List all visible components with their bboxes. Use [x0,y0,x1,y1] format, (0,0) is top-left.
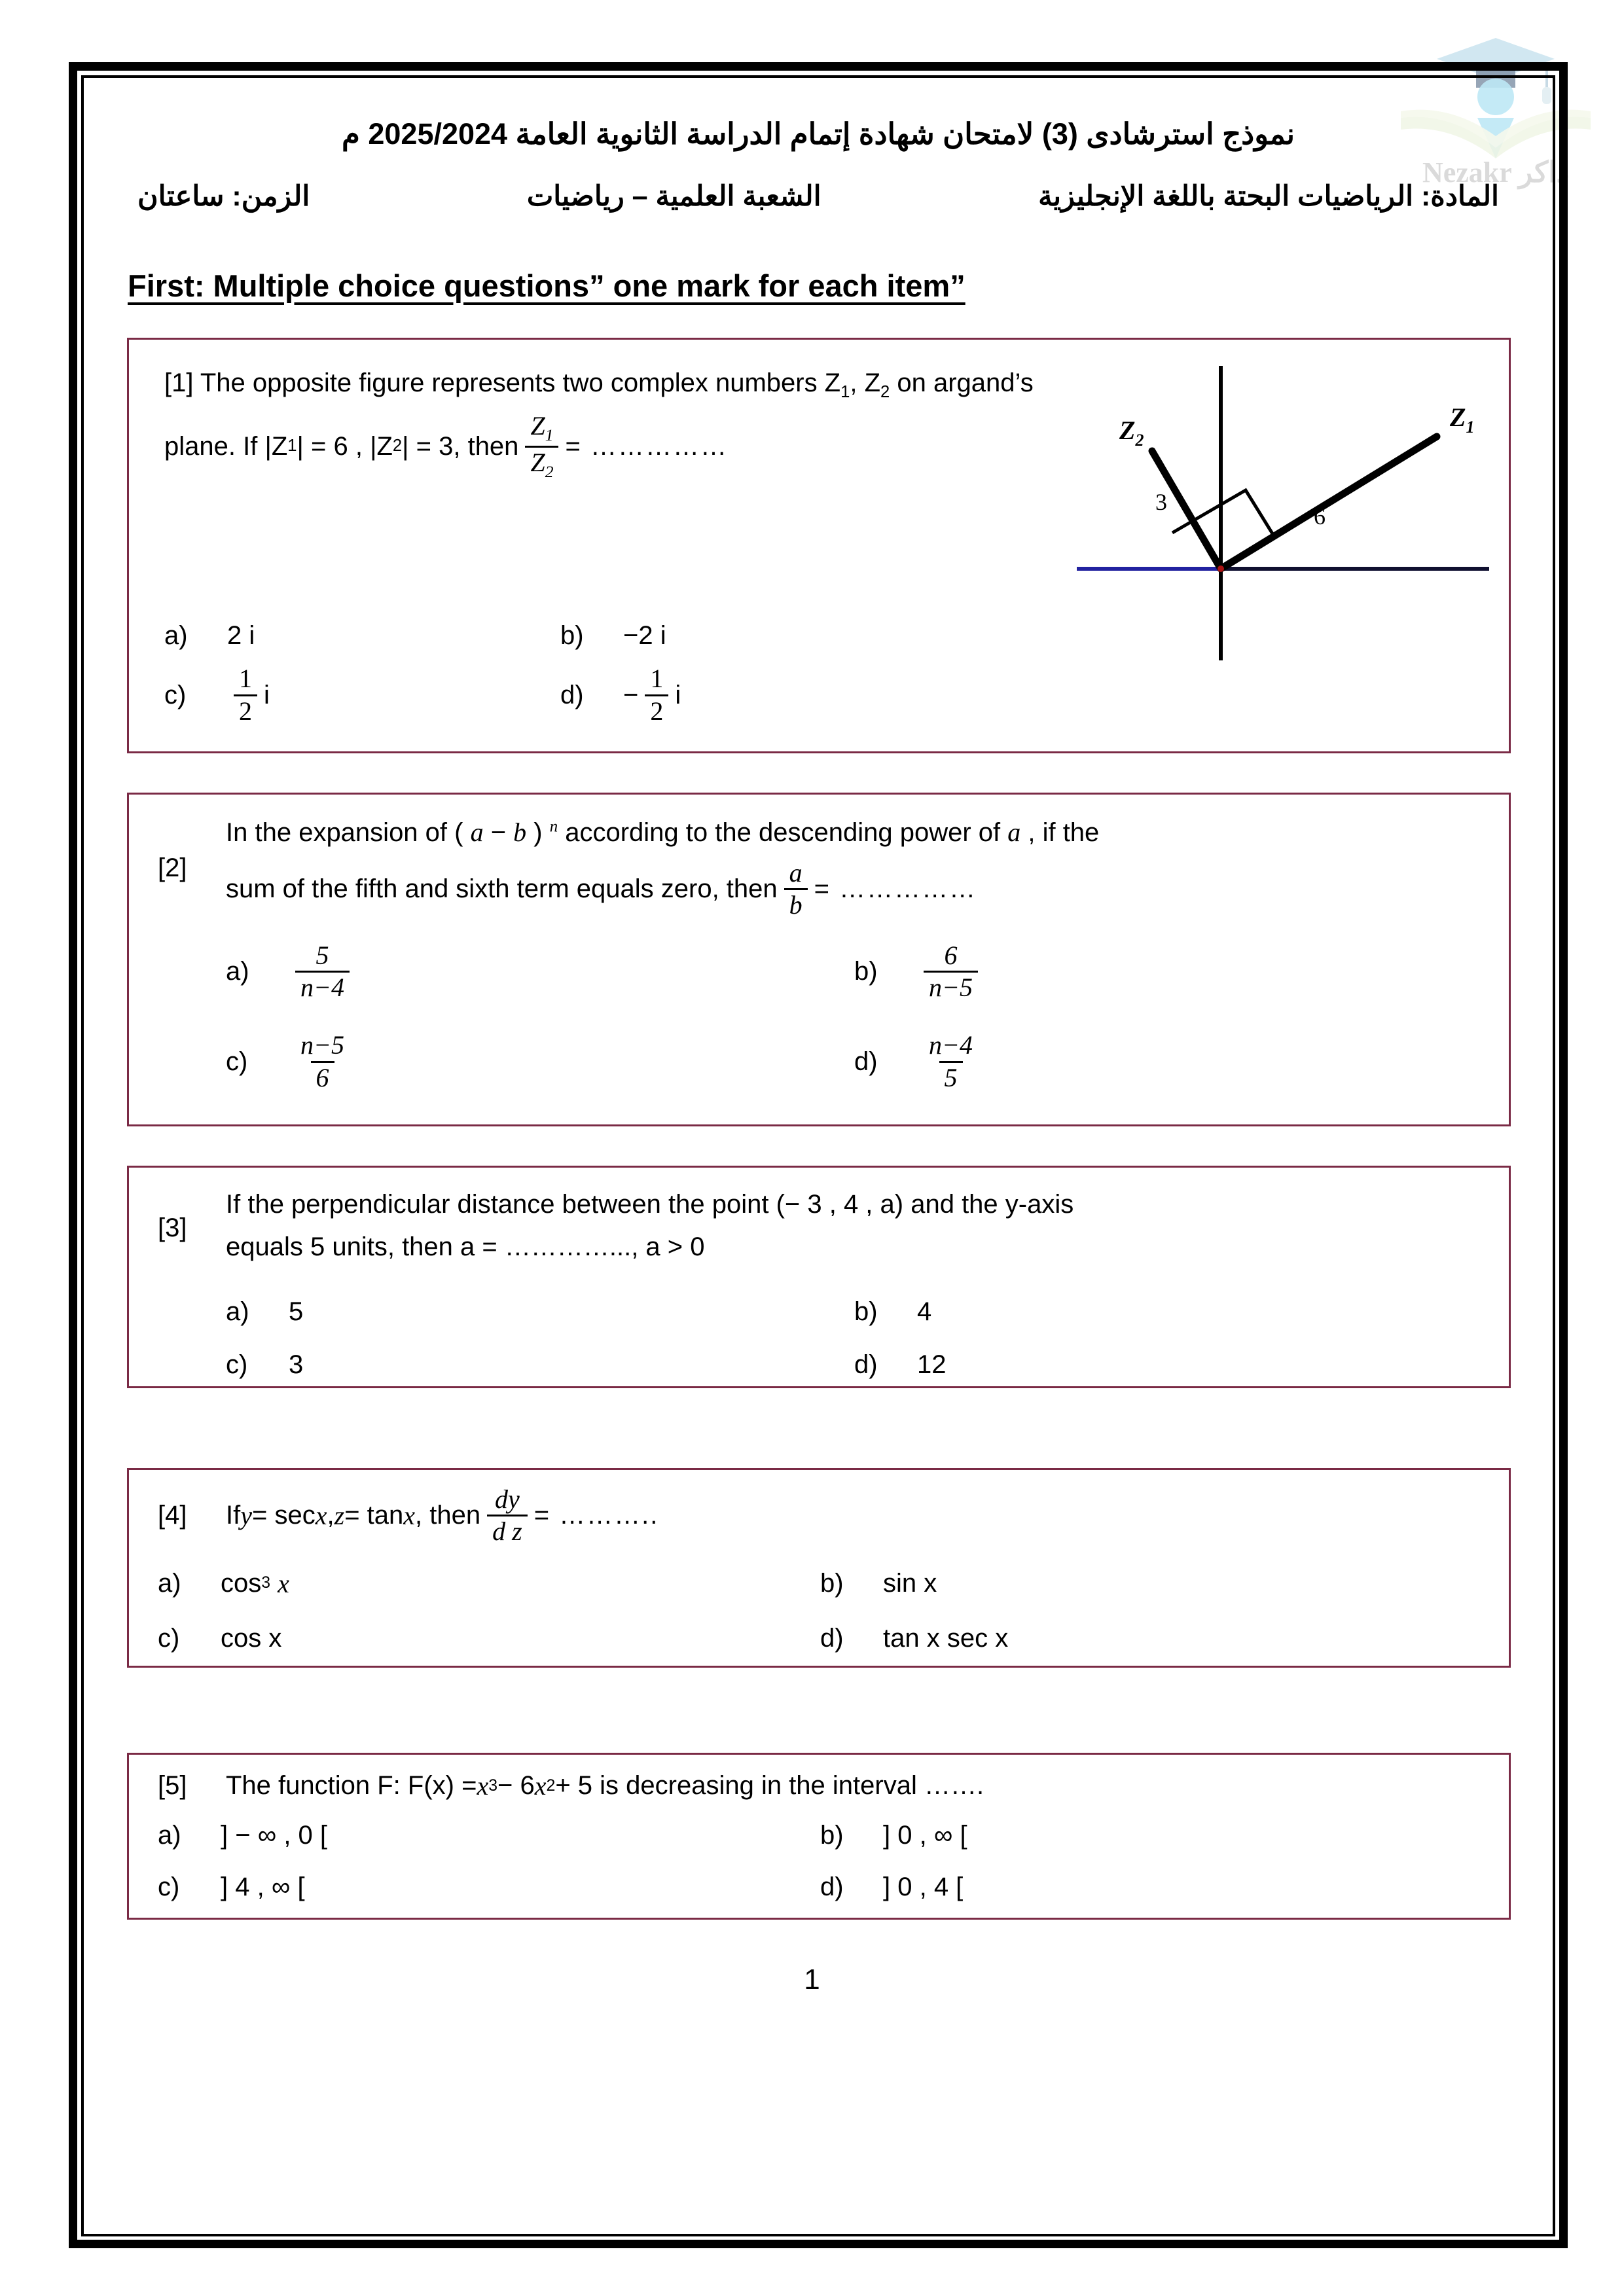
question-1-fraction-z1-over-z2 [525,412,558,480]
question-2-fraction-a-over-b [784,859,808,920]
option-3-c-key: c) [226,1350,248,1379]
question-1-stem2-a: plane. If |Z [164,431,288,461]
question-1-stem-text-c: on argand’s [890,368,1034,397]
option-2-c-fraction [295,1031,350,1092]
option-3-c-value: 3 [289,1350,304,1379]
q4-frac-num: dy [495,1484,520,1514]
option-2-c-num: n−5 [300,1030,344,1060]
option-1-d-suffix: i [675,680,681,709]
figure-label-z2: $Z_2$ [1119,416,1144,450]
q5-stem-b: − 6 [497,1771,535,1800]
q2-stem-d: according to the descending power of [558,818,1008,847]
option-5-d-value: ] 0 , 4 [ [883,1873,964,1901]
question-box-2 [127,793,1511,1126]
watermark-text: Nezakr ذاكر [1422,156,1570,188]
option-4-b-value: sin x [883,1568,937,1598]
figure-length-6: 6 [1314,503,1326,529]
option-4-b-key: b) [820,1568,844,1598]
option-5-c-value: ] 4 , ∞ [ [221,1873,305,1901]
question-box-5 [127,1753,1511,1920]
question-5-number: [5] [158,1771,187,1800]
q4-stem-b: = sec [252,1501,316,1530]
q1-frac-num-sub: 1 [545,425,554,445]
option-4-d[interactable] [820,1624,1483,1653]
option-5-b-value: ] 0 , ∞ [ [883,1821,967,1850]
option-5-b[interactable] [820,1821,1483,1850]
option-1-d-key: d) [560,680,584,709]
page-content [98,92,1538,2219]
q5-exp-2: 2 [546,1776,556,1795]
q5-var-x2: x [534,1771,547,1801]
question-1-stem-line2 [164,412,1051,480]
option-1-b-value: −2 i [623,621,666,651]
option-2-a-key: a) [226,956,249,986]
question-2-stem-line2 [226,859,1483,920]
option-4-d-key: d) [820,1623,844,1653]
option-2-b-den: n−5 [924,971,978,1001]
option-3-a[interactable] [226,1297,854,1327]
option-1-c-num: 1 [239,664,252,694]
question-4-fraction-dy-over-dz [487,1486,528,1546]
option-5-c[interactable] [158,1873,820,1902]
option-2-d[interactable] [854,1031,1483,1092]
option-3-a-value: 5 [289,1297,304,1326]
subject-label: المادة: الرياضيات البحتة باللغة الإنجليزية [1038,181,1499,212]
exam-title-arabic: نموذج استرشادى (3) لامتحان شهادة إتمام الدراسة الثانوية العامة 2025/2024 م [341,117,1295,151]
question-1-stem-text-a: The opposite figure represents two complex numbers Z [200,368,841,397]
option-2-b-fraction [924,942,978,1002]
q4-var-x2: x [403,1501,416,1531]
question-1-stem2-b: | = 6 , |Z [297,431,393,461]
question-box-3 [127,1166,1511,1388]
q4-var-z: z [334,1501,345,1531]
option-3-b-key: b) [854,1297,878,1326]
question-2-answer-blank: = …………… [814,874,977,904]
option-2-b[interactable] [854,942,1483,1002]
q4-stem-e: , then [415,1501,481,1530]
question-1-answer-blank: = …………… [565,431,728,461]
q2-stem-e: , if the [1020,818,1100,847]
option-1-a-value: 2 i [227,621,255,651]
option-4-d-value: tan x sec x [883,1623,1009,1653]
option-4-a-base: cos [221,1568,262,1598]
option-4-c[interactable] [158,1624,820,1653]
option-3-d[interactable] [854,1350,1483,1380]
question-5-options [158,1821,1483,1902]
q4-stem-a: If [226,1501,241,1530]
option-4-c-key: c) [158,1623,180,1653]
option-5-d-key: d) [820,1873,844,1901]
option-2-a-num: 5 [316,940,329,970]
option-5-a-value: ] − ∞ , 0 [ [221,1821,328,1850]
question-1-number: [1] [164,368,194,397]
question-1-stem2-sub2: 2 [392,437,403,456]
q1-frac-numerator: Z [530,411,545,441]
option-2-a-den: n−4 [295,971,350,1001]
option-1-c[interactable] [164,665,560,725]
question-4-options [158,1568,1483,1653]
q2-var-b: b [513,817,527,847]
option-2-a[interactable] [226,942,854,1002]
option-2-b-num: 6 [944,940,958,970]
figure-length-3: 3 [1155,489,1167,515]
question-box-1 [127,338,1511,753]
option-4-a-key: a) [158,1568,181,1598]
q2-var-a: a [470,817,484,847]
question-2-options [226,942,1483,1092]
question-1-stem [164,362,1051,406]
option-1-a[interactable] [164,621,560,651]
time-label: الزمن: ساعتان [137,181,310,212]
question-1-z2-sub: 2 [880,383,890,401]
option-2-c[interactable] [226,1031,854,1092]
question-1-stem-text-b: , Z [850,368,881,397]
question-1-z1-sub: 1 [840,383,850,401]
option-3-d-value: 12 [917,1350,947,1379]
question-4-answer-blank: = ……….. [533,1501,659,1530]
question-box-4 [127,1468,1511,1668]
question-2-number: [2] [158,853,187,882]
option-1-d-prefix: − [623,680,639,709]
question-3-stem-line2: equals 5 units, then a = …………..., a > 0 [226,1232,705,1261]
option-5-b-key: b) [820,1821,844,1850]
option-1-c-key: c) [164,680,187,709]
q4-stem-c: , [327,1501,334,1530]
option-1-c-den: 2 [234,694,257,725]
option-4-a-tail: x [278,1568,289,1598]
q4-stem-d: = tan [344,1501,404,1530]
figure-label-z1: $Z_1$ [1450,403,1475,437]
q5-stem-c: + 5 is decreasing in the interval ……. [555,1771,984,1800]
exam-meta-row [98,180,1538,213]
q2-power-n: n [549,817,558,836]
option-3-a-key: a) [226,1297,249,1326]
q2-frac-den: b [784,888,808,919]
option-1-d-den: 2 [645,694,668,725]
question-4-stem [158,1486,1483,1546]
q4-var-y: y [240,1501,252,1531]
option-2-d-num: n−4 [929,1030,973,1060]
option-1-d-fraction [645,665,668,725]
question-3-stem-line1: If the perpendicular distance between the point (− 3 , 4 , a) and the y-axis [226,1190,1074,1219]
option-3-b-value: 4 [917,1297,932,1326]
page-number: 1 [804,1964,820,1996]
question-3-options [226,1297,1483,1380]
option-5-c-key: c) [158,1873,180,1901]
q2-stem-a: In the expansion of ( [226,818,471,847]
option-2-c-key: c) [226,1047,248,1076]
q2-stem-line2-text: sum of the fifth and sixth term equals zero, then [226,874,778,904]
option-4-b[interactable] [820,1568,1483,1599]
question-1-options [164,621,956,725]
q5-exp-1: 3 [488,1776,498,1795]
q5-var-x1: x [477,1771,489,1801]
option-2-b-key: b) [854,956,878,986]
question-3-number: [3] [158,1213,187,1242]
option-4-c-value: cos x [221,1623,282,1653]
option-2-d-den: 5 [939,1061,963,1092]
option-1-b[interactable] [560,621,956,651]
q2-frac-num: a [789,857,803,888]
option-3-b[interactable] [854,1297,1483,1327]
q4-frac-den: d z [487,1515,528,1545]
question-1-argand-figure [1051,340,1509,751]
option-1-d-num: 1 [650,664,664,694]
option-3-c[interactable] [226,1350,854,1380]
question-5-stem [158,1770,1483,1801]
option-1-b-key: b) [560,621,584,651]
question-2-stem-line1 [226,812,1483,854]
section-title-mcq: First: Multiple choice questions” one mark for each item” [128,268,965,303]
option-1-c-suffix: i [264,680,270,709]
q2-stem-c: ) [526,818,550,847]
q5-stem-a: The function F: F(x) = [226,1771,477,1800]
q2-var-a2: a [1007,817,1021,847]
q4-var-x1: x [315,1501,327,1531]
option-4-a-exponent: 3 [261,1574,271,1592]
option-2-a-fraction [295,942,350,1002]
option-5-d[interactable] [820,1873,1483,1902]
option-1-d[interactable] [560,665,956,725]
option-5-a[interactable] [158,1821,820,1850]
option-5-a-key: a) [158,1821,181,1850]
q2-stem-b: − [483,818,514,847]
q1-frac-den-sub: 2 [545,461,554,481]
option-2-c-den: 6 [311,1061,334,1092]
question-4-number: [4] [158,1501,187,1530]
question-1-stem2-sub1: 1 [287,437,297,456]
option-3-d-key: d) [854,1350,878,1379]
option-2-d-key: d) [854,1047,878,1076]
question-1-stem2-c: | = 3, then [402,431,519,461]
q1-frac-denominator: Z [530,447,545,477]
option-1-c-fraction [234,665,257,725]
option-1-a-key: a) [164,621,188,651]
option-4-a[interactable] [158,1568,820,1599]
branch-label: الشعبة العلمية – رياضيات [526,181,821,212]
option-2-d-fraction [924,1031,978,1092]
